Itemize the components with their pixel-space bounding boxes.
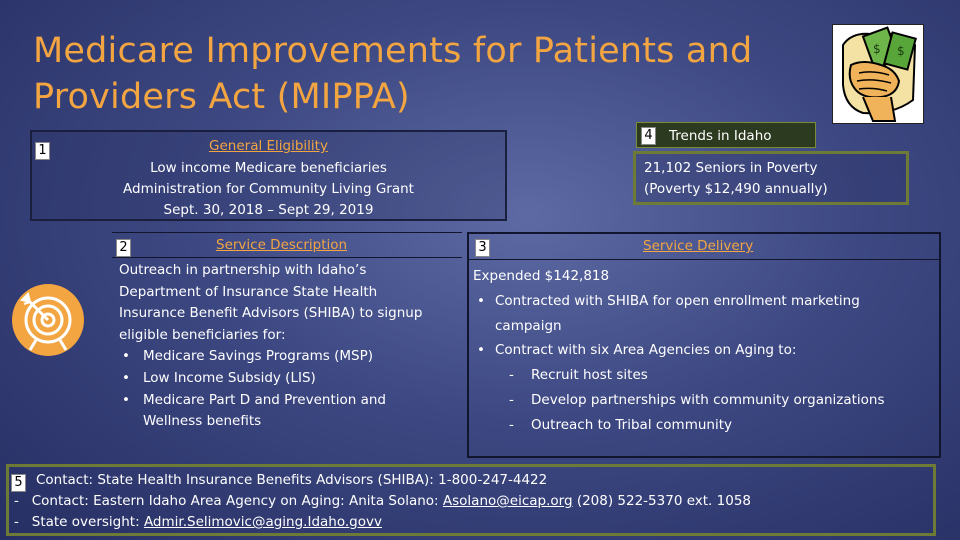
eligibility-line: Sept. 30, 2018 – Sept 29, 2019 (163, 202, 374, 218)
eicap-email-link[interactable]: Asolano@eicap.org (442, 493, 573, 509)
contacts-box (6, 464, 936, 536)
description-line: eligible beneficiaries for: (119, 326, 286, 343)
service-description-box (112, 232, 462, 442)
description-line: Department of Insurance State Health (119, 283, 378, 300)
service-delivery-header (469, 234, 939, 260)
general-eligibility-box (30, 130, 507, 221)
trends-box (633, 151, 909, 205)
delivery-sub-item: - Outreach to Tribal community (473, 413, 933, 438)
general-eligibility-heading: General Eligibility (209, 138, 328, 154)
section-number-1: 1 (35, 142, 50, 160)
service-description-header (112, 232, 462, 258)
description-bullet: • Medicare Part D and Prevention and (119, 390, 459, 412)
description-bullet: • Medicare Savings Programs (MSP) (119, 346, 459, 368)
description-bullet: • Low Income Subsidy (LIS) (119, 368, 459, 390)
money-in-hand-icon (832, 24, 924, 124)
expended-amount: Expended $142,818 (473, 268, 610, 284)
service-description-body (119, 260, 459, 433)
delivery-sub-item: - Recruit host sites (473, 363, 933, 388)
section-number-4: 4 (641, 127, 656, 145)
service-delivery-box (467, 232, 941, 458)
title-line-2: Providers Act (MIPPA) (33, 77, 410, 117)
contact-eastern-idaho: - Contact: Eastern Idaho Area Agency on Aging: Anita Solano: Asolano@eicap.org (208) 522-5370 ext. 1058 (14, 493, 751, 509)
delivery-bullet: • Contracted with SHIBA for open enrollment marketing (473, 289, 933, 314)
delivery-bullet: • Contract with six Area Agencies on Aging to: (473, 338, 933, 363)
section-number-2: 2 (116, 239, 131, 257)
trends-header (636, 122, 816, 148)
svg-text:$: $ (897, 44, 905, 58)
svg-text:$: $ (873, 42, 881, 56)
section-number-5: 5 (11, 474, 26, 492)
eligibility-line: Administration for Community Living Grant (123, 181, 414, 197)
section-number-3: 3 (475, 239, 490, 257)
oversight-email-link[interactable]: Admir.Selimovic@aging.Idaho.govv (143, 514, 382, 530)
contact-shiba: Contact: State Health Insurance Benefits Advisors (SHIBA): 1-800-247-4422 (36, 472, 548, 488)
title-line-1: Medicare Improvements for Patients and (33, 31, 753, 71)
description-line: Outreach in partnership with Idaho’s (119, 262, 367, 278)
delivery-bullet-continuation: campaign (495, 317, 562, 334)
description-line: Insurance Benefit Advisors (SHIBA) to signup (119, 305, 423, 322)
service-delivery-body (473, 264, 933, 438)
trends-line: (Poverty $12,490 annually) (644, 181, 828, 197)
delivery-sub-item: - Develop partnerships with community organizations (473, 388, 933, 413)
trends-line: 21,102 Seniors in Poverty (644, 160, 818, 176)
description-bullet-continuation: Wellness benefits (143, 413, 262, 430)
trends-heading: Trends in Idaho (669, 128, 772, 144)
service-delivery-heading: Service Delivery (643, 238, 754, 254)
state-oversight: - State oversight: Admir.Selimovic@aging.Idaho.govv (14, 514, 382, 530)
service-description-heading: Service Description (216, 237, 348, 253)
target-arrow-icon (10, 282, 86, 358)
eligibility-line: Low income Medicare beneficiaries (150, 160, 387, 176)
page-title (33, 28, 823, 120)
